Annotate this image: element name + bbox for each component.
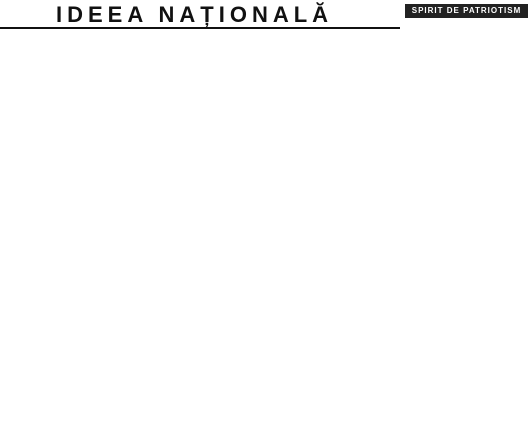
- section-rubric: SPIRIT DE PATRIOTISM: [405, 4, 528, 18]
- title-rule: [0, 27, 400, 29]
- page-title: IDEEA NAȚIONALĂ: [56, 2, 334, 27]
